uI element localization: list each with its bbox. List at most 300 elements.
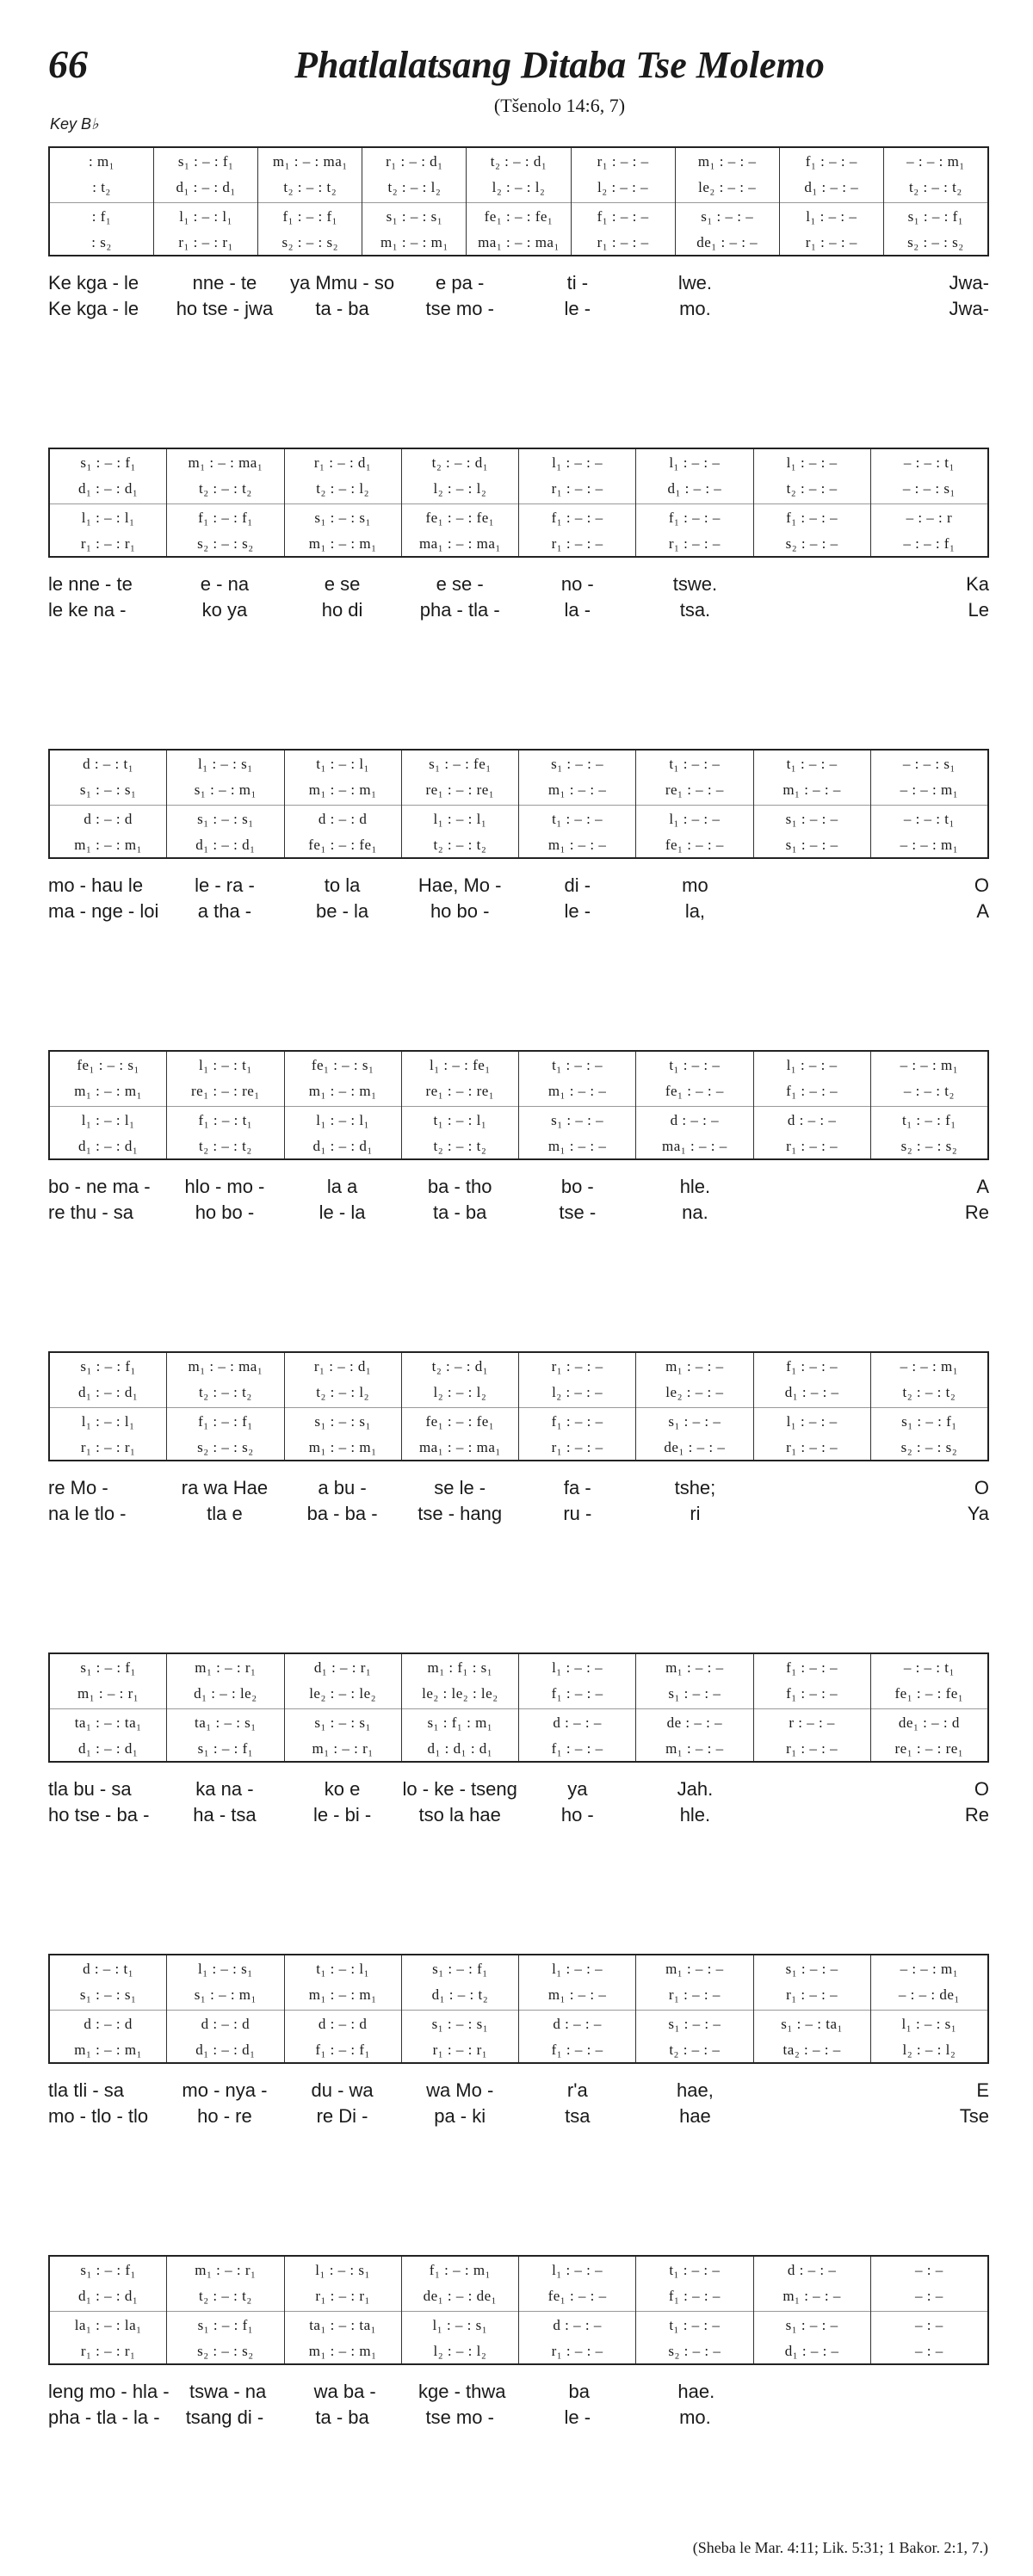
lyric-syllables: ta - ba [433,1202,487,1223]
lyric-syllables: Le [968,599,989,621]
alto-notes: le₂ : – : – [665,1384,724,1401]
tenor-notes: d : – : d [285,805,401,831]
score-bar [779,148,883,255]
lyric-syllables: Tse [959,2105,989,2127]
bass-notes: ma₁ : – : ma₁ [418,1438,501,1455]
tenor-notes: t₁ : – : – [636,2311,752,2338]
lyric-syllables [872,2379,989,2405]
bass-notes: r₁ : – : – [786,1438,838,1455]
tenor-notes: s₁ : – : f₁ [167,2311,283,2338]
tenor-notes: l₁ : – : l₁ [50,503,166,530]
bass-notes: s₂ : – : s₂ [197,2342,254,2359]
soprano-notes: fe₁ : – : s₁ [311,1057,374,1073]
bass-notes: d₁ : – : d₁ [77,1739,139,1757]
score-bar [401,1654,518,1761]
score-grid [48,1954,989,2064]
lyric-syllables: O [974,874,989,896]
score-bar [883,148,987,255]
lyric-syllables: nne - te [192,272,257,293]
lyric-line-verse-1 [48,1475,989,1501]
lyric-syllables: le - [564,298,591,319]
lyric-syllables: ba - tho [427,1176,492,1197]
soprano-notes: l₁ : – : – [552,1659,603,1676]
alto-notes: – : – [915,2288,943,2305]
lyric-syllables: ho - re [197,2105,252,2127]
score-bar [466,148,570,255]
bass-notes: m₁ : – : – [665,1739,724,1757]
alto-notes: f₁ : – : – [668,2288,721,2305]
lyric-line-verse-1 [48,2379,989,2405]
lyric-syllables: tsang di - [185,2406,264,2428]
footer-references: (Sheba le Mar. 4:11; Lik. 5:31; 1 Bakor. 2:1, 7.) [692,2539,988,2556]
lyric-syllables: hae, [677,2079,714,2101]
alto-notes: – : – : de₁ [898,1986,960,2004]
soprano-notes: t₁ : – : – [669,756,721,772]
tenor-notes: d : – : d [285,2010,401,2036]
tenor-notes: l₁ : – : s₁ [402,2311,518,2338]
lyric-syllables: hle. [679,1804,711,1825]
score-bar [635,449,752,556]
lyrics [48,873,989,924]
lyric-syllables: lwe. [677,272,712,293]
alto-notes: m₁ : – : – [547,1083,607,1100]
alto-notes: re₁ : – : re₁ [191,1083,260,1100]
lyric-syllables: ta - ba [315,2406,369,2428]
lyric-syllables: tse mo - [425,298,494,319]
lyric-syllables: ra wa Hae [181,1477,269,1498]
tenor-notes: s₁ : – : s₁ [285,503,401,530]
lyric-syllables: to la [324,874,361,896]
lyric-syllables [754,597,872,623]
music-system [48,749,989,924]
soprano-notes: l₁ : – : s₁ [198,1961,253,1977]
score-bar [635,2257,752,2363]
score-bar [50,1052,166,1158]
alto-notes: t₂ : – : t₂ [199,1384,252,1401]
lyric-syllables: fa - [563,1477,591,1498]
tenor-notes: fe₁ : – : fe₁ [402,503,518,530]
soprano-notes: r₁ : – : d₁ [313,1358,372,1374]
lyric-syllables: e - na [200,573,250,595]
score-bar [518,1353,635,1460]
tenor-notes: t₁ : – : f₁ [871,1106,987,1133]
lyric-syllables: le - la [319,1202,366,1223]
soprano-notes: l₁ : – : – [552,1961,603,1977]
soprano-notes: – : – : m₁ [900,1057,959,1073]
lyric-syllables: kge - thwa [418,2381,506,2402]
music-system [48,1351,989,1527]
tenor-notes: ta₁ : – : ta₁ [285,2311,401,2338]
tenor-notes: fe₁ : – : fe₁ [467,202,570,229]
lyric-syllables: ti - [566,272,589,293]
tenor-notes: fe₁ : – : fe₁ [402,1407,518,1434]
lyric-syllables: lo - ke - tseng [402,1778,517,1800]
tenor-notes: : f₁ [50,202,153,229]
alto-notes: t₂ : – : t₂ [199,480,252,497]
lyric-line-verse-2 [48,899,989,924]
soprano-notes: m₁ : f₁ : s₁ [427,1659,493,1676]
bass-notes: r₁ : – : – [551,534,603,552]
bass-notes: t₂ : – : t₂ [199,1137,252,1154]
bass-notes: ta₂ : – : – [782,2041,841,2058]
soprano-notes: f₁ : – : m₁ [429,2262,491,2278]
lyric-syllables: ho tse - jwa [176,298,274,319]
lyric-syllables: ma - nge - loi [48,900,159,922]
lyric-syllables: le - bi - [312,1804,372,1825]
score-bar [518,2257,635,2363]
tenor-notes: l₁ : – : l₁ [50,1407,166,1434]
bass-notes: f₁ : – : f₁ [315,2041,370,2058]
alto-notes: de₁ : – : de₁ [423,2288,498,2305]
alto-notes: t₂ : – : t₂ [199,2288,252,2305]
tenor-notes: s₁ : f₁ : m₁ [402,1708,518,1735]
soprano-notes: – : – : t₁ [903,454,955,471]
alto-notes: fe₁ : – : – [547,2288,607,2305]
score-bar [753,1955,870,2062]
bass-notes: r₁ : – : – [668,534,721,552]
score-bar [635,1654,752,1761]
lyric-syllables: Hae, Mo - [418,874,502,896]
bass-notes: r₁ : – : r₁ [432,2041,488,2058]
alto-notes: m₁ : – : – [547,781,607,799]
bass-notes: s₂ : – : s₂ [281,233,339,250]
soprano-notes: t₁ : – : – [552,1057,603,1073]
lyrics [48,571,989,623]
score-bar [401,1955,518,2062]
soprano-notes: t₂ : – : d₁ [431,454,489,471]
bass-notes: – : – [915,2342,943,2359]
lyric-syllables: la, [684,900,706,922]
lyric-syllables: di - [564,874,591,896]
score-grid [48,1050,989,1160]
lyric-syllables [754,270,872,296]
score-bar [753,751,870,857]
score-bar [635,1353,752,1460]
score-bar [635,751,752,857]
score-bar [675,148,779,255]
score-grid [48,1351,989,1461]
scripture-reference: (Tšenolo 14:6, 7) [493,95,626,116]
lyric-syllables: se le - [434,1477,486,1498]
lyric-syllables: ho bo - [430,900,490,922]
bass-notes: s₂ : – : s₂ [900,1137,958,1154]
lyric-syllables: hlo - mo - [184,1176,265,1197]
soprano-notes: – : – [915,2262,943,2278]
score-bar [401,449,518,556]
soprano-notes: fe₁ : – : s₁ [77,1057,139,1073]
lyric-syllables: mo. [679,298,711,319]
music-system [48,146,989,322]
bass-notes: s₂ : – : s₂ [197,1438,254,1455]
lyric-syllables: ya Mmu - so [290,272,395,293]
hymn-title: Phatlalatsang Ditaba Tse Molemo [294,44,825,86]
soprano-notes: s₁ : – : f₁ [80,1358,136,1374]
lyric-syllables: ri [690,1503,701,1524]
bass-notes: r₁ : – : – [805,233,857,250]
bass-notes: r₁ : – : – [597,233,649,250]
tenor-notes: l₁ : – : – [780,202,883,229]
alto-notes: : t₂ [92,179,111,196]
tenor-notes: d : – : d [50,2010,166,2036]
alto-notes: m₁ : – : – [782,2288,841,2305]
bass-notes: m₁ : – : m₁ [308,2342,377,2359]
tenor-notes: ta₁ : – : s₁ [167,1708,283,1735]
soprano-notes: t₁ : – : – [669,2262,721,2278]
bass-notes: s₂ : – : s₂ [900,1438,958,1455]
score-bar [50,751,166,857]
alto-notes: l₂ : – : l₂ [433,1384,487,1401]
alto-notes: s₁ : – : m₁ [194,781,257,799]
bass-notes: m₁ : – : m₁ [380,233,448,250]
alto-notes: re₁ : – : re₁ [425,1083,495,1100]
alto-notes: le₂ : – : – [698,179,757,196]
lyric-syllables: ya [567,1778,588,1800]
bass-notes: re₁ : – : re₁ [894,1739,964,1757]
lyric-syllables: A [976,1176,989,1197]
lyric-syllables: ka na - [195,1778,254,1800]
tenor-notes: f₁ : – : – [754,503,870,530]
lyric-syllables: tla tli - sa [48,2079,125,2101]
bass-notes: t₂ : – : t₂ [433,836,487,853]
soprano-notes: l₁ : – : – [669,454,721,471]
music-system [48,1652,989,1828]
score-bar [870,1353,987,1460]
lyric-line-verse-2 [48,2405,989,2431]
tenor-notes: s₁ : – : s₁ [167,805,283,831]
tenor-notes: f₁ : – : t₁ [167,1106,283,1133]
soprano-notes: m₁ : – : – [697,153,757,170]
lyric-syllables: r'a [566,2079,588,2101]
tenor-notes: ta₁ : – : ta₁ [50,1708,166,1735]
lyric-syllables: tswa - na [189,2381,267,2402]
lyric-syllables: le nne - te [48,573,133,595]
soprano-notes: f₁ : – : – [786,1358,838,1374]
alto-notes: t₂ : – : t₂ [902,1384,956,1401]
soprano-notes: t₁ : – : l₁ [316,1961,369,1977]
tenor-notes: s₁ : – : – [676,202,779,229]
lyric-syllables: ho tse - ba - [48,1804,150,1825]
lyric-syllables: la - [564,599,591,621]
tenor-notes: s₁ : – : s₁ [402,2010,518,2036]
soprano-notes: : m₁ [88,153,115,170]
lyric-syllables [754,2078,872,2103]
lyric-syllables: O [974,1477,989,1498]
lyric-line-verse-1 [48,873,989,899]
alto-notes: f₁ : – : – [786,1685,838,1702]
bass-notes: ma₁ : – : ma₁ [478,233,560,250]
lyric-line-verse-2 [48,296,989,322]
alto-notes: re₁ : – : re₁ [425,781,495,799]
alto-notes: d₁ : – : – [667,480,722,497]
bass-notes: m₁ : – : – [547,1137,607,1154]
alto-notes: le₂ : – : le₂ [309,1685,377,1702]
lyric-line-verse-1 [48,2078,989,2103]
lyric-syllables: a bu - [318,1477,367,1498]
tenor-notes: f₁ : – : – [636,503,752,530]
soprano-notes: r₁ : – : d₁ [313,454,372,471]
lyric-syllables [754,1776,872,1802]
soprano-notes: f₁ : – : – [805,153,857,170]
alto-notes: s₁ : – : – [668,1685,721,1702]
soprano-notes: l₁ : – : fe₁ [430,1057,491,1073]
lyric-syllables: ru - [563,1503,592,1524]
score-bar [870,751,987,857]
bass-notes: r₁ : – : r₁ [178,233,233,250]
soprano-notes: l₁ : – : – [786,454,838,471]
bass-notes: de₁ : – : – [664,1438,726,1455]
tenor-notes: f₁ : – : f₁ [167,503,283,530]
score-bar [284,1353,401,1460]
lyric-syllables: tse - [559,1202,597,1223]
alto-notes: l₂ : – : – [552,1384,603,1401]
music-system [48,448,989,623]
lyric-syllables: e se - [436,573,484,595]
lyric-syllables: le - ra - [195,874,255,896]
lyric-syllables: du - wa [311,2079,374,2101]
bass-notes: m₁ : – : m₁ [308,534,377,552]
tenor-notes: s₁ : – : s₁ [285,1407,401,1434]
lyric-syllables: ho di [321,599,363,621]
lyric-syllables: tse - hang [418,1503,503,1524]
bass-notes: ma₁ : – : ma₁ [418,534,501,552]
score-bar [50,2257,166,2363]
alto-notes: t₂ : – : – [786,480,838,497]
bass-notes: r₁ : – : – [551,2342,603,2359]
soprano-notes: l₁ : – : s₁ [315,2262,370,2278]
lyric-syllables [754,1501,872,1527]
lyric-syllables [754,1174,872,1200]
score-bar [166,2257,283,2363]
lyric-syllables: wa Mo - [426,2079,494,2101]
score-bar [50,1654,166,1761]
soprano-notes: m₁ : – : r₁ [195,1659,257,1676]
lyric-syllables: Jwa- [949,298,989,319]
tenor-notes: l₁ : – : l₁ [154,202,257,229]
bass-notes: s₁ : – : f₁ [197,1739,254,1757]
soprano-notes: m₁ : – : ma₁ [188,1358,263,1374]
score-bar [284,1955,401,2062]
score-bar [362,148,466,255]
lyric-syllables: E [976,2079,989,2101]
tenor-notes: s₁ : – : ta₁ [754,2010,870,2036]
soprano-notes: – : – : m₁ [900,1358,959,1374]
soprano-notes: m₁ : – : – [665,1961,724,1977]
alto-notes: r₁ : – : – [551,480,603,497]
lyric-line-verse-2 [48,1802,989,1828]
lyric-syllables [871,2405,989,2431]
tenor-notes: d : – : d [50,805,166,831]
lyric-syllables: ko e [324,1778,361,1800]
bass-notes: fe₁ : – : – [665,836,724,853]
alto-notes: d₁ : – : le₂ [194,1685,257,1702]
soprano-notes: m₁ : – : – [665,1358,724,1374]
lyrics [48,2078,989,2129]
lyric-syllables [754,899,872,924]
lyric-syllables: bo - [560,1176,594,1197]
tenor-notes: f₁ : – : f₁ [167,1407,283,1434]
alto-notes: m₁ : – : – [547,1986,607,2004]
alto-notes: d₁ : – : d₁ [77,480,139,497]
bass-notes: l₂ : – : l₂ [433,2342,487,2359]
bass-notes: t₂ : – : t₂ [433,1137,487,1154]
tenor-notes: s₁ : – : f₁ [871,1407,987,1434]
bass-notes: : s₂ [91,233,112,250]
alto-notes: – : – : s₁ [902,480,956,497]
lyric-syllables: Ya [967,1503,989,1524]
alto-notes: l₂ : – : – [597,179,649,196]
lyrics [48,2379,989,2431]
lyric-syllables: na. [682,1202,708,1223]
tenor-notes: d : – : d [167,2010,283,2036]
bass-notes: r₁ : – : – [786,1739,838,1757]
alto-notes: – : – : t₂ [903,1083,955,1100]
alto-notes: t₂ : – : t₂ [283,179,337,196]
bass-notes: d₁ : – : – [784,2342,839,2359]
score-bar [518,1052,635,1158]
score-bar [753,449,870,556]
bass-notes: s₂ : – : s₂ [907,233,964,250]
score-bar [50,1955,166,2062]
tenor-notes: d : – : – [519,2311,635,2338]
bass-notes: f₁ : – : – [551,2041,603,2058]
alto-notes: d₁ : – : t₂ [431,1986,489,2004]
tenor-notes: de : – : – [636,1708,752,1735]
music-system [48,2255,989,2431]
score-bar [50,449,166,556]
lyric-syllables: hae [679,2105,711,2127]
tenor-notes: s₁ : – : – [636,2010,752,2036]
tenor-notes: s₁ : – : s₁ [362,202,466,229]
score-bar [870,2257,987,2363]
alto-notes: m₁ : – : r₁ [77,1685,139,1702]
lyrics [48,1475,989,1527]
lyric-syllables: tse mo - [425,2406,494,2428]
lyric-syllables: e se [324,573,361,595]
lyric-syllables: na le tlo - [48,1503,127,1524]
tenor-notes: d : – : – [754,1106,870,1133]
score-bar [870,1052,987,1158]
alto-notes: fe₁ : – : – [665,1083,724,1100]
soprano-notes: d₁ : – : r₁ [313,1659,372,1676]
lyric-syllables: hle. [679,1176,711,1197]
lyric-syllables: tla bu - sa [48,1778,132,1800]
lyric-line-verse-1 [48,1776,989,1802]
soprano-notes: l₁ : – : t₁ [199,1057,252,1073]
page-number: 66 [48,42,88,86]
lyric-syllables: Jwa- [949,272,989,293]
lyric-syllables: Ka [966,573,989,595]
soprano-notes: – : – : t₁ [903,1659,955,1676]
soprano-notes: s₁ : – : f₁ [80,2262,136,2278]
score-bar [870,1955,987,2062]
soprano-notes: r₁ : – : d₁ [386,153,443,170]
alto-notes: r₁ : – : r₁ [315,2288,370,2305]
lyric-syllables: be - la [315,900,369,922]
bass-notes: l₂ : – : l₂ [902,2041,956,2058]
lyric-syllables [754,296,872,322]
bass-notes: m₁ : – : r₁ [312,1739,374,1757]
bass-notes: m₁ : – : m₁ [308,1438,377,1455]
lyric-syllables: tsa. [679,599,711,621]
score-grid [48,749,989,859]
soprano-notes: f₁ : – : – [786,1659,838,1676]
lyric-syllables [754,1802,872,1828]
score-bar [166,1353,283,1460]
lyric-syllables: tswe. [672,573,718,595]
bass-notes: s₂ : – : s₂ [197,534,254,552]
alto-notes: s₁ : – : s₁ [79,1986,137,2004]
score-bar [518,751,635,857]
